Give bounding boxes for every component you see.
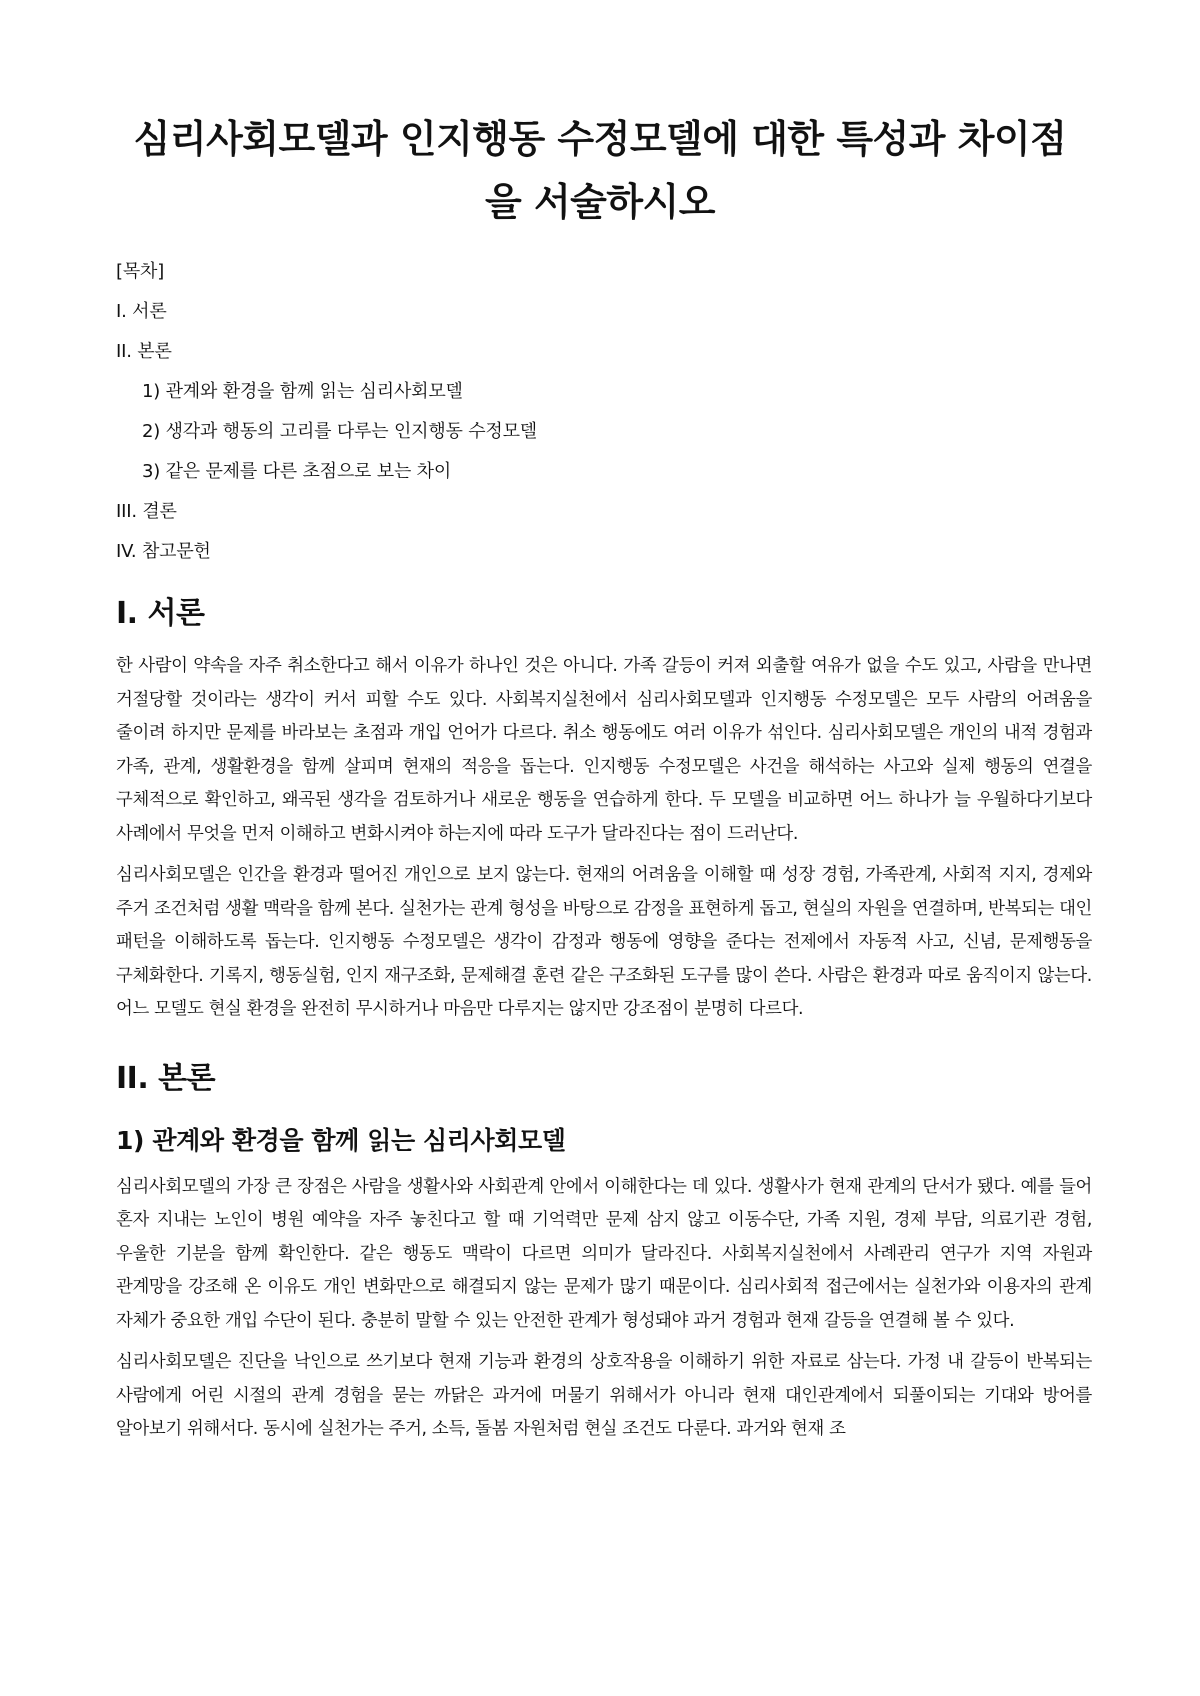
section-heading-intro: I. 서론 (116, 596, 205, 631)
body-paragraph: 심리사회모델의 가장 큰 장점은 사람을 생활사와 사회관계 안에서 이해한다는 데 있다. 생활사가 현재 관계의 단서가 됐다. 예를 들어 혼자 지내는 노인이 병원 예약을 자주 놓친다고 할 때 기억력만 문제 삼지 않고 이동수단, 가족 지원, 경제 부담, 의료기관 경험, 우울한 기분을 함께 확인한다. 같은 행동도 맥락이 다르면 의미가 달라진다. 사회복지실천에서 사례관리 연구가 지역 자원과 관계망을 강조해 온 이유도 개인 변화만으로 해결되지 않는 문제가 많기 때문이다. 심리사회적 접근에서는 실천가와 이용자의 관계 자체가 중요한 개입 수단이 된다. 충분히 말할 수 있는 안전한 관계가 형성돼야 과거 경험과 현재 갈등을 연결해 볼 수 있다. (116, 1176, 1092, 1331)
subsection-heading-psychosocial: 1) 관계와 환경을 함께 읽는 심리사회모델 (116, 1125, 566, 1155)
document-title: 심리사회모델과 인지행동 수정모델에 대한 특성과 차이점을 서술하시오 (133, 117, 1067, 224)
toc-item-body-2: 2) 생각과 행동의 고리를 다루는 인지행동 수정모델 (142, 421, 537, 442)
section-heading-body: II. 본론 (116, 1060, 216, 1096)
toc-heading: [목차] (116, 261, 165, 282)
toc-item-conclusion: III. 결론 (116, 501, 177, 522)
intro-paragraph: 심리사회모델은 인간을 환경과 떨어진 개인으로 보지 않는다. 현재의 어려움을 이해할 때 성장 경험, 가족관계, 사회적 지지, 경제와 주거 조건처럼 생활 맥락을 함께 본다. 실천가는 관계 형성을 바탕으로 감정을 표현하게 돕고, 현실의 자원을 연결하며, 반복되는 대인 패턴을 이해하도록 돕는다. 인지행동 수정모델은 생각이 감정과 행동에 영향을 준다는 전제에서 자동적 사고, 신념, 문제행동을 구체화한다. 기록지, 행동실험, 인지 재구조화, 문제해결 훈련 같은 구조화된 도구를 많이 쓴다. 사람은 환경과 따로 움직이지 않는다. 어느 모델도 현실 환경을 완전히 무시하거나 마음만 다루지는 않지만 강조점이 분명히 다르다. (116, 865, 1092, 1019)
intro-paragraph: 한 사람이 약속을 자주 취소한다고 해서 이유가 하나인 것은 아니다. 가족 갈등이 커져 외출할 여유가 없을 수도 있고, 사람을 만나면 거절당할 것이라는 생각이 커서 피할 수도 있다. 사회복지실천에서 심리사회모델과 인지행동 수정모델은 모두 사람의 어려움을 줄이려 하지만 문제를 바라보는 초점과 개입 언어가 다르다. 취소 행동에도 여러 이유가 섞인다. 심리사회모델은 개인의 내적 경험과 가족, 관계, 생활환경을 함께 살피며 현재의 적응을 돕는다. 인지행동 수정모델은 사건을 해석하는 사고와 실제 행동의 연결을 구체적으로 확인하고, 왜곡된 생각을 검토하거나 새로운 행동을 연습하게 한다. 두 모델을 비교하면 어느 하나가 늘 우월하다기보다 사례에서 무엇을 먼저 이해하고 변화시켜야 하는지에 따라 도구가 달라진다는 점이 드러난다. (116, 656, 1092, 844)
toc-item-intro: I. 서론 (116, 301, 167, 322)
toc-item-body: II. 본론 (116, 341, 172, 362)
table-of-contents (116, 252, 1092, 572)
toc-item-body-3: 3) 같은 문제를 다른 초점으로 보는 차이 (142, 461, 452, 482)
toc-item-body-1: 1) 관계와 환경을 함께 읽는 심리사회모델 (142, 381, 463, 402)
toc-item-references: IV. 참고문헌 (116, 541, 211, 562)
body-paragraph: 심리사회모델은 진단을 낙인으로 쓰기보다 현재 기능과 환경의 상호작용을 이해하기 위한 자료로 삼는다. 가정 내 갈등이 반복되는 사람에게 어린 시절의 관계 경험을 묻는 까닭은 과거에 머물기 위해서가 아니라 현재 대인관계에서 되풀이되는 기대와 방어를 알아보기 위해서다. 동시에 실천가는 주거, 소득, 돌봄 자원처럼 현실 조건도 다룬다. 과거와 현재 조 (116, 1352, 1092, 1439)
